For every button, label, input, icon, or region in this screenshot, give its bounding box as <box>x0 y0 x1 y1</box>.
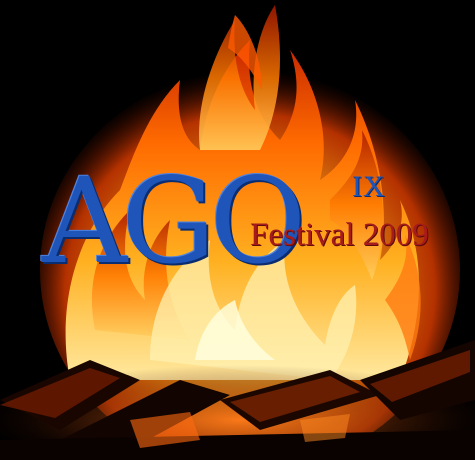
festival-edition-numeral: IX <box>352 170 386 203</box>
festival-subtitle: Festival 2009 <box>250 217 429 253</box>
festival-logo-ago: AGO <box>42 152 301 290</box>
